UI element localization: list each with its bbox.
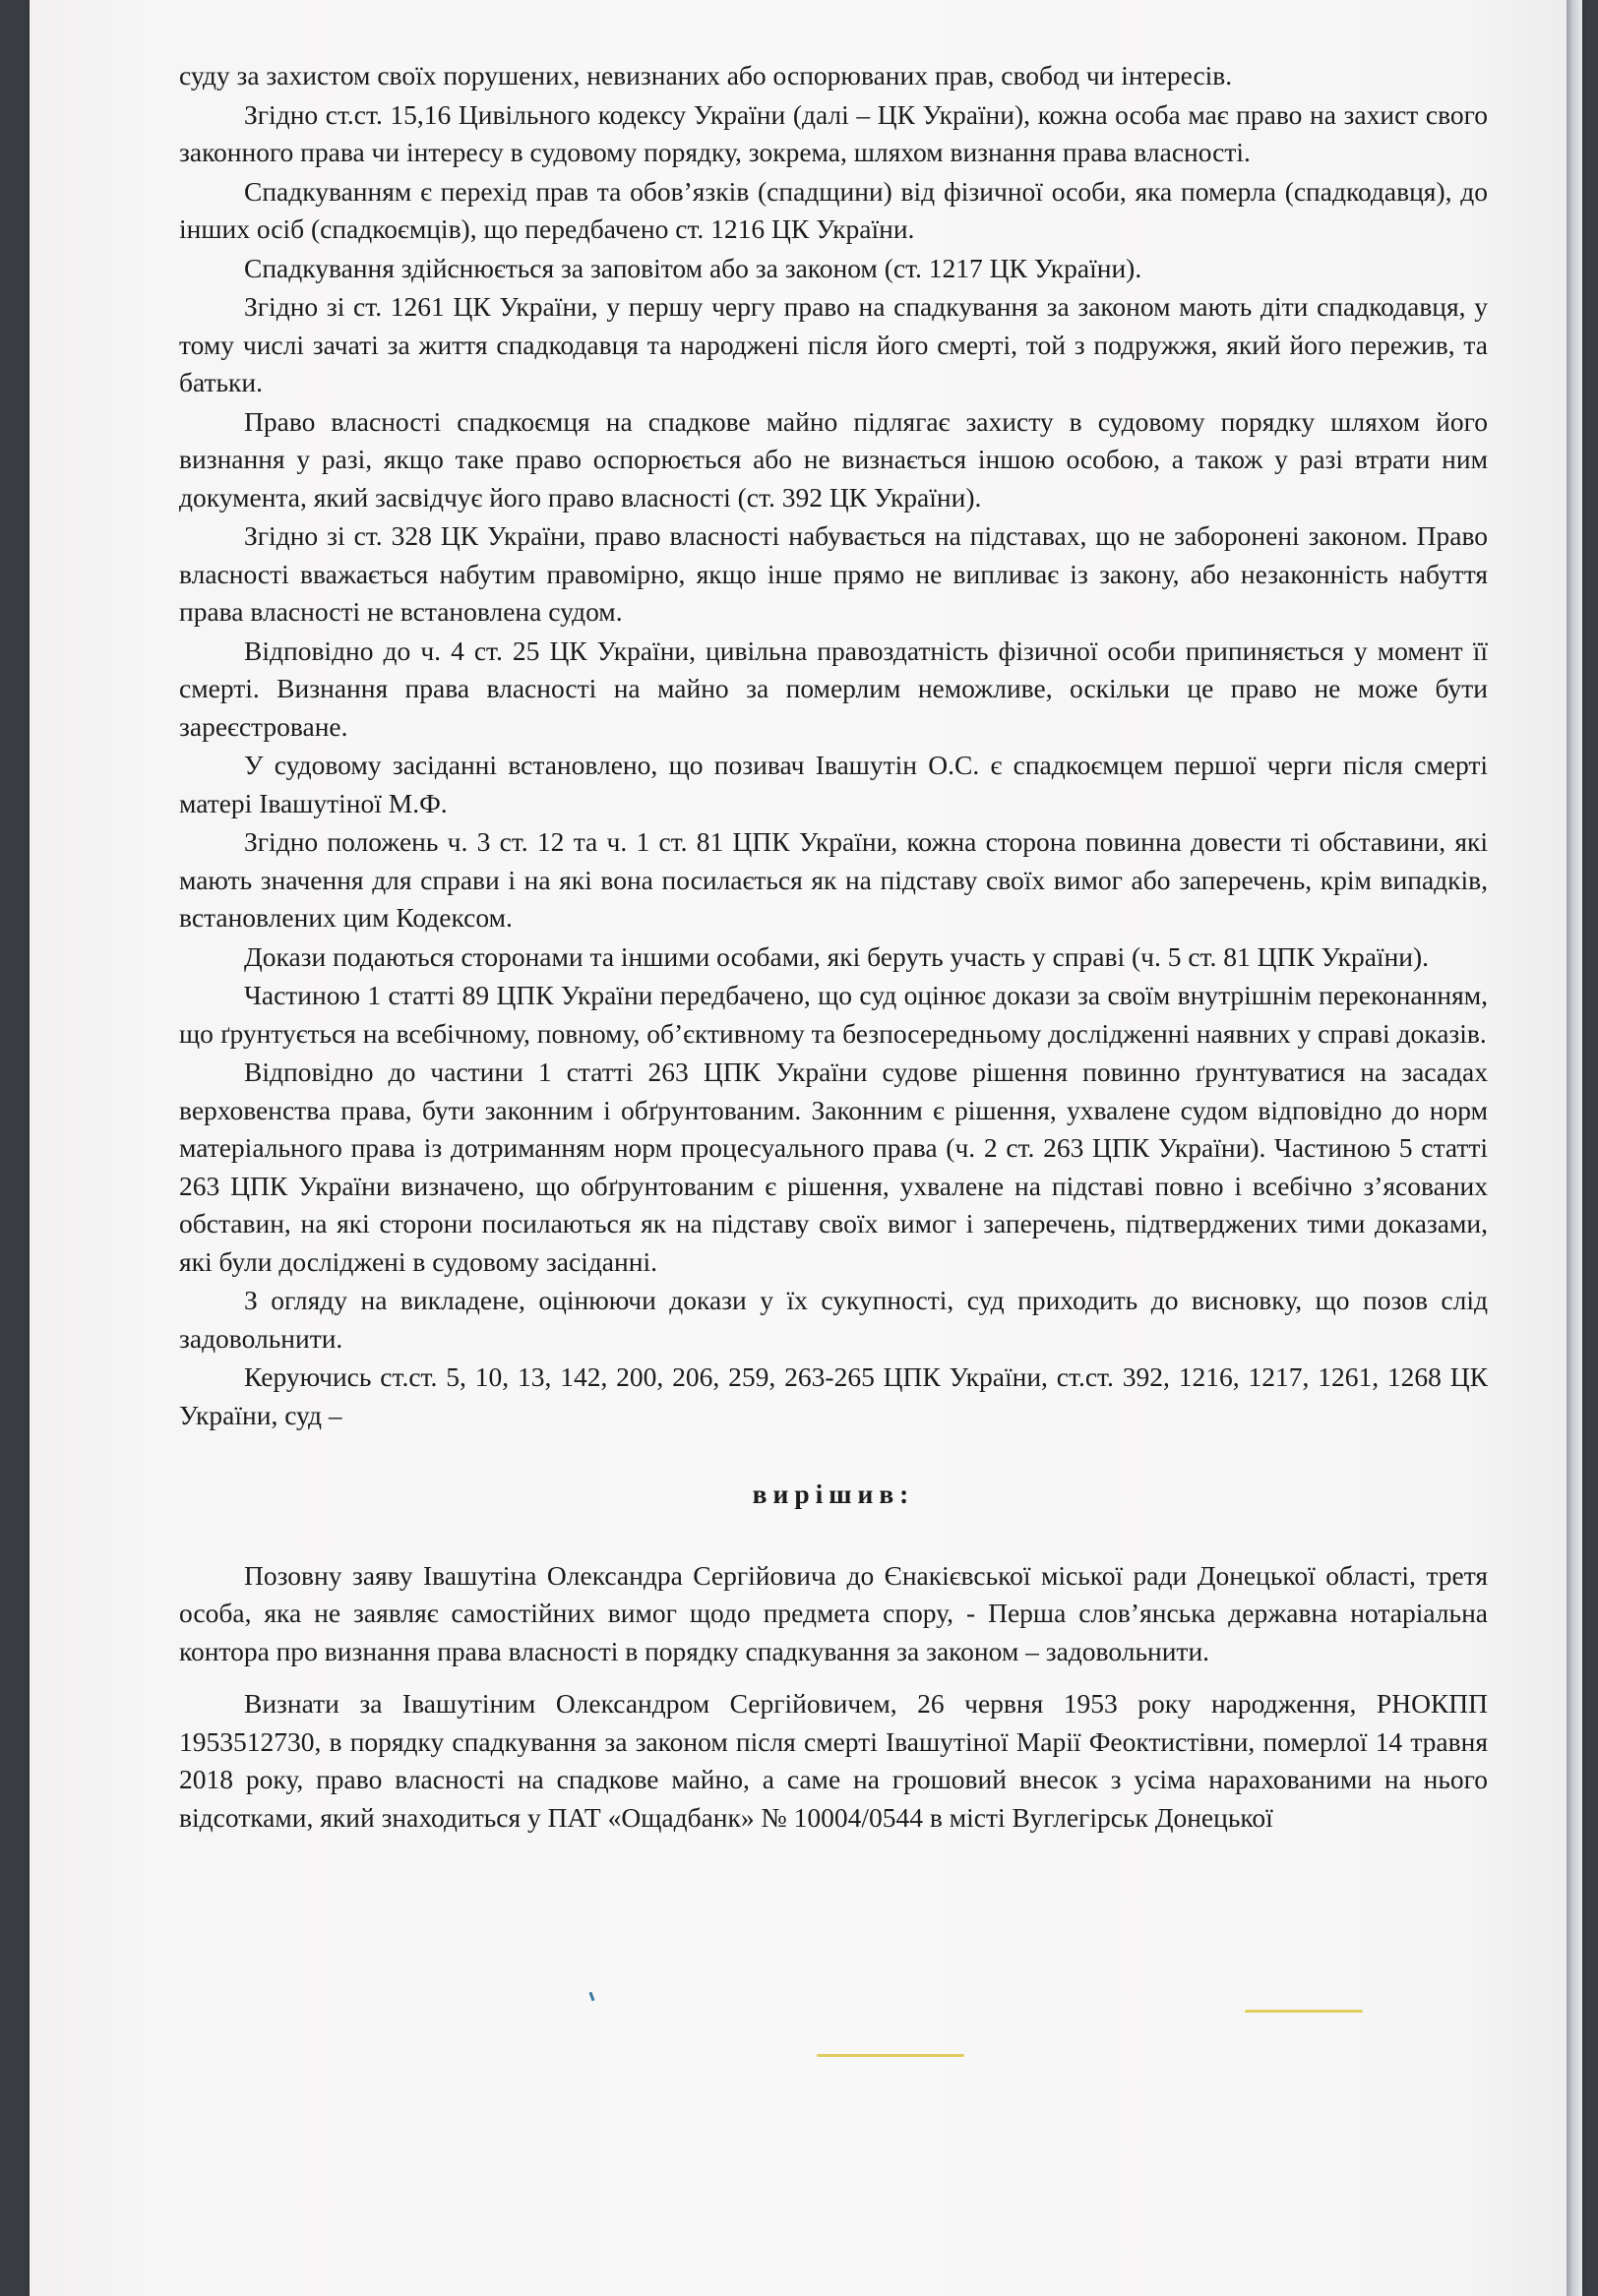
page-edge-shadow	[1567, 0, 1582, 2296]
paragraph: Право власності спадкоємця на спадкове майно підлягає захисту в судовому порядку шляхом його визнання у разі, якщо таке право оспорюється або не визнається іншою особою, а також у разі втрати ним документа, який засвідчує його право власності (ст. 392 ЦК України).	[179, 405, 1488, 513]
highlighter-mark	[1245, 2010, 1363, 2013]
paragraph: Спадкуванням є перехід прав та обов’язків (спадщини) від фізичної особи, яка померла (спадкодавця), до інших осіб (спадкоємців), що передбачено ст. 1216 ЦК України.	[179, 175, 1488, 244]
paragraph: Спадкування здійснюється за заповітом або за законом (ст. 1217 ЦК України).	[244, 252, 1142, 283]
paragraph: Частиною 1 статті 89 ЦПК України передбачено, що суд оцінює докази за своїм внутрішнім переконанням, що ґрунтується на всебічному, повному, об’єктивному та безпосередньому дослідженні наявних у справі доказів.	[179, 980, 1488, 1049]
decision-paragraph: Позовну заяву Івашутіна Олександра Сергійовича до Єнакієвської міської ради Донецької області, третя особа, яка не заявляє самостійних вимог щодо предмета спору, - Перша слов’янська державна нотаріальна контора про визнання права власності в порядку спадкування за законом – задовольнити.	[179, 1559, 1488, 1666]
paragraph: З огляду на викладене, оцінюючи докази у їх сукупності, суд приходить до висновку, що позов слід задовольнити.	[179, 1285, 1488, 1354]
paragraph: Згідно зі ст. 328 ЦК України, право власності набувається на підставах, що не заборонені законом. Право власності вважається набутим правомірно, якщо інше прямо не випливає із закону, або незаконність набуття права власності не встановлена судом.	[179, 520, 1488, 627]
document-body	[179, 57, 1488, 1838]
paragraph: Докази подаються сторонами та іншими особами, які беруть участь у справі (ч. 5 ст. 81 ЦПК України).	[244, 940, 1430, 972]
paragraph: Згідно ст.ст. 15,16 Цивільного кодексу України (далі – ЦК України), кожна особа має право на захист свого законного права чи інтересу в судовому порядку, зокрема, шляхом визнання права власності.	[179, 98, 1488, 167]
decision-paragraph: Визнати за Івашутіним Олександром Сергійовичем, 26 червня 1953 року народження, РНОКПП 1953512730, в порядку спадкування за законом після смерті Івашутіної Марії Феоктистівни, померлої 14 травня 2018 року, право власності на спадкове майно, а саме на грошовий внесок з усіма нарахованими на нього відсотками, який знаходиться у ПАТ «Ощадбанк» № 10004/0544 в місті Вуглегірськ Донецької	[179, 1688, 1488, 1833]
paragraph-continuation: суду за захистом своїх порушених, невизнаних або оспорюваних прав, свобод чи інтересів.	[179, 60, 1233, 91]
paragraph: Згідно зі ст. 1261 ЦК України, у першу чергу право на спадкування за законом мають діти спадкодавця, у тому числі зачаті за життя спадкодавця та народжені після його смерті, той з подружжя, який його пережив, та батьки.	[179, 291, 1488, 397]
highlighter-mark	[817, 2054, 964, 2057]
paragraph: Відповідно до ч. 4 ст. 25 ЦК України, цивільна правоздатність фізичної особи припиняється у момент її смерті. Визнання права власності на майно за померлим неможливе, оскільки це право не може бути зареєстроване.	[179, 634, 1488, 742]
document-page	[30, 0, 1582, 2296]
pen-tick-mark	[589, 1992, 595, 2001]
paragraph: Керуючись ст.ст. 5, 10, 13, 142, 200, 206, 259, 263-265 ЦПК України, ст.ст. 392, 1216, 1217, 1261, 1268 ЦК України, суд –	[179, 1361, 1488, 1430]
paragraph: Згідно положень ч. 3 ст. 12 та ч. 1 ст. 81 ЦПК України, кожна сторона повинна довести ті обставини, які мають значення для справи і на які вона посилається як на підставу своїх вимог або заперечень, крім випадків, встановлених цим Кодексом.	[179, 826, 1488, 933]
decision-heading: вирішив:	[752, 1479, 915, 1509]
paragraph: У судовому засіданні встановлено, що позивач Івашутін О.С. є спадкоємцем першої черги після смерті матері Івашутіної М.Ф.	[179, 750, 1488, 818]
spacer	[179, 1671, 1488, 1685]
paragraph: Відповідно до частини 1 статті 263 ЦПК України судове рішення повинно ґрунтуватися на засадах верховенства права, бути законним і обґрунтованим. Законним є рішення, ухвалене судом відповідно до норм матеріального права із дотриманням норм процесуального права (ч. 2 ст. 263 ЦПК України). Частиною 5 статті 263 ЦПК України визначено, що обґрунтованим є рішення, ухвалене на підставі повно і всебічно з’ясованих обставин, на які сторони посилаються як на підставу своїх вимог і заперечень, підтверджених тими доказами, які були досліджені в судовому засіданні.	[179, 1057, 1488, 1277]
